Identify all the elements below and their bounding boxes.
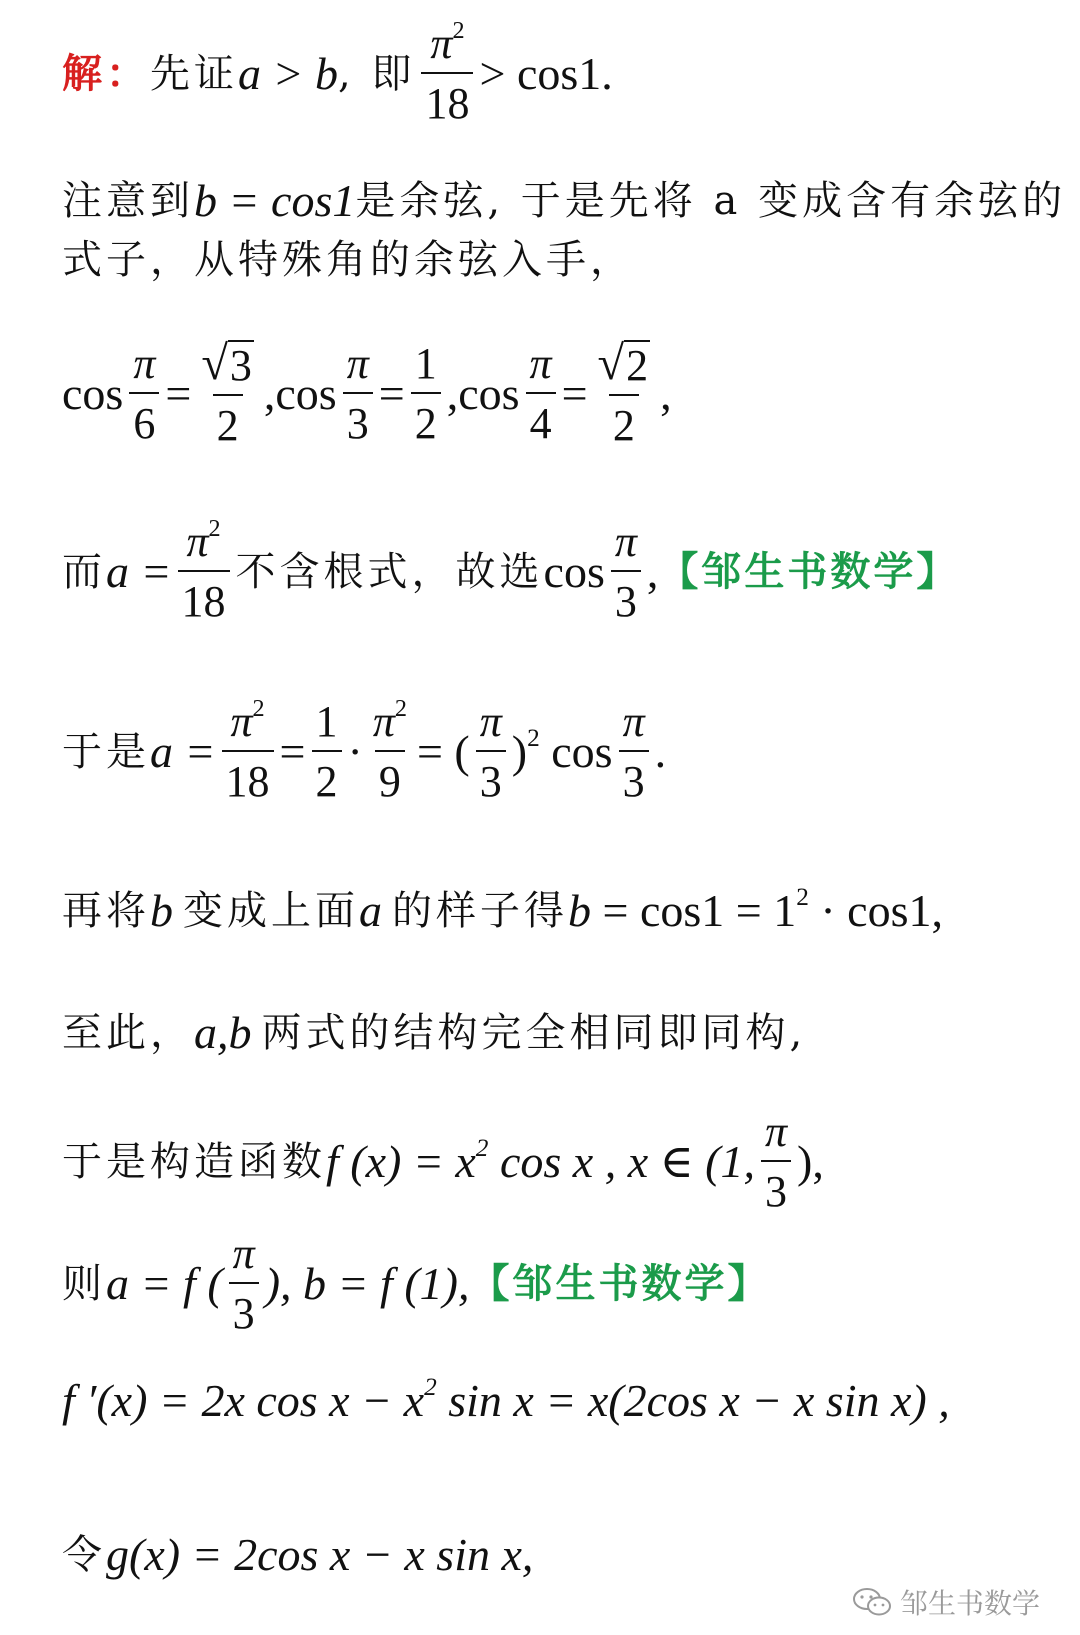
line-12: 令 g(x) = 2cos x − x sin x, [62,1529,534,1580]
line-6: 于是 a = $\frac{\pi^2}{18}$ = $\frac{1}{2}$ · $\frac{\pi^2}{9}$ = ( $\frac{\pi}{3}$ )$^2$ cos $\frac{\pi}{3}$ . [62,694,667,806]
watermark [852,1582,1040,1622]
line-8: 至此， a,b 两式的结构完全相同即同构, [62,1007,807,1058]
wechat-icon [852,1586,892,1618]
line-4: cos $\frac{\pi}{6}$ = √ 3 2 , cos $\frac{\pi}{3}$ = $\frac{1}{2}$ , cos $\frac{\pi}{4}$ = √ 2 2 , [62,337,672,451]
line-10: 则 a = f ( $\frac{\pi}{3}$ ), b = f (1), 【邹生书数学】 [62,1229,771,1338]
brand-tag: 【邹生书数学】 [658,548,960,595]
brand-tag: 【邹生书数学】 [469,1260,771,1307]
solution-label: 解： [62,50,150,97]
line-7: 再将 b 变成上面 a 的样子得 b = $\cos 1 = 1^2 \cdot \cos 1$, [62,882,943,936]
line-5: 而 a = $\frac{\pi^2}{18}$ 不含根式，故选 cos $\frac{\pi}{3}$ , 【邹生书数学】 [62,514,960,626]
line-3: 式子，从特殊角的余弦入手， [62,237,634,283]
line-1: 解： 先证 a > b , 即 $\frac{\pi^2}{18}$ > cos1 . [62,16,613,128]
line-2: 注意到 b = cos1 是余弦, 于是先将 a 变成含有余弦的 [62,175,1067,226]
watermark-text: 邹生书数学 [899,1587,1040,1620]
line-11: f ′(x) = 2x $\cos x - x^2$ sin x = x(2cos x − x sin x) , [62,1372,950,1426]
fraction: $\frac{\pi^2}{18}$ [421,22,473,126]
line-9: 于是构造函数 f $(x) = x^2$ cos x , x ∈ (1, $\frac{\pi}{3}$ ), [62,1107,824,1216]
